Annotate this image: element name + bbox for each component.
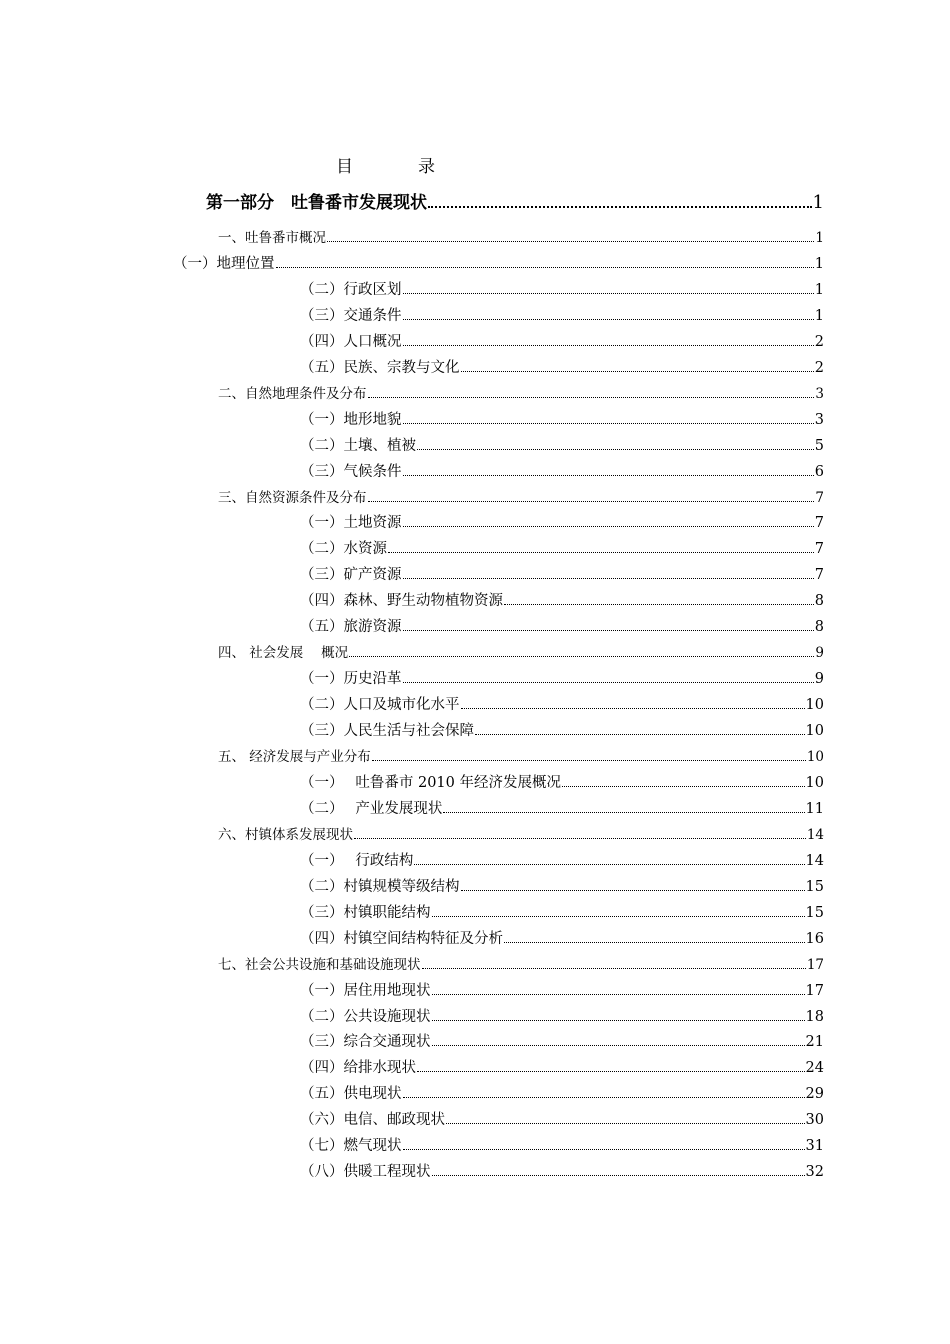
toc-page-number: 10 bbox=[805, 723, 824, 739]
toc-part-text: 第一部分 吐鲁番市发展现状 bbox=[206, 193, 427, 213]
toc-leader bbox=[417, 449, 814, 450]
toc-page-number: 7 bbox=[814, 567, 824, 583]
toc-entry-text: 四、 社会发展 概况 bbox=[218, 645, 349, 661]
toc-entry-text: （三）交通条件 bbox=[300, 308, 402, 324]
toc-entry-text: （四）人口概况 bbox=[300, 334, 402, 350]
toc-entry-text: 一、吐鲁番市概况 bbox=[218, 230, 326, 246]
toc-entry-text: （五）民族、宗教与文化 bbox=[300, 360, 460, 376]
toc-leader bbox=[422, 968, 806, 969]
toc-entry-text: （四）森林、野生动物植物资源 bbox=[300, 593, 503, 609]
toc-page-number: 32 bbox=[805, 1164, 824, 1180]
toc-entry-text: 二、自然地理条件及分布 bbox=[218, 386, 367, 402]
toc-entry[interactable] bbox=[300, 771, 824, 792]
toc-leader bbox=[414, 864, 804, 865]
toc-leader bbox=[403, 293, 814, 294]
toc-page-number: 7 bbox=[815, 490, 824, 506]
toc-leader bbox=[349, 656, 814, 657]
toc-entry[interactable] bbox=[218, 486, 824, 506]
toc-entry-text: （八）供暖工程现状 bbox=[300, 1164, 431, 1180]
toc-page-number: 10 bbox=[805, 697, 824, 713]
toc-title: 目 录 bbox=[336, 157, 459, 177]
toc-leader bbox=[403, 578, 814, 579]
toc-leader bbox=[388, 552, 814, 553]
toc-entry-text: （三）人民生活与社会保障 bbox=[300, 723, 474, 739]
toc-entry-text: （一）地形地貌 bbox=[300, 412, 402, 428]
toc-entry-text: 五、 经济发展与产业分布 bbox=[218, 749, 371, 765]
toc-entry[interactable] bbox=[300, 511, 824, 532]
toc-entry-text: （一）地理位置 bbox=[173, 256, 275, 272]
toc-page-number: 3 bbox=[815, 386, 824, 402]
toc-entry-text: （二）土壤、植被 bbox=[300, 438, 416, 454]
toc-leader bbox=[461, 371, 814, 372]
toc-entry[interactable] bbox=[300, 563, 824, 584]
toc-entry-text: （五）旅游资源 bbox=[300, 619, 402, 635]
toc-entry[interactable] bbox=[300, 1134, 824, 1155]
toc-leader bbox=[461, 890, 805, 891]
toc-entry[interactable] bbox=[300, 278, 824, 299]
toc-entry[interactable] bbox=[300, 693, 824, 714]
toc-page-number: 14 bbox=[806, 827, 824, 843]
toc-entry[interactable] bbox=[300, 1160, 824, 1181]
toc-entry[interactable] bbox=[300, 1005, 824, 1026]
toc-page-number: 18 bbox=[805, 1009, 824, 1025]
toc-leader bbox=[368, 501, 815, 502]
toc-page-number: 14 bbox=[805, 853, 824, 869]
toc-leader bbox=[354, 838, 806, 839]
toc-entry-text: （二）行政区划 bbox=[300, 282, 402, 298]
toc-entry[interactable] bbox=[300, 1030, 824, 1051]
toc-entry-text: （一） 行政结构 bbox=[300, 853, 414, 869]
toc-page-number: 24 bbox=[805, 1060, 824, 1076]
toc-entry-text: （二）村镇规模等级结构 bbox=[300, 879, 460, 895]
toc-page-number: 2 bbox=[814, 334, 824, 350]
toc-leader bbox=[504, 604, 814, 605]
toc-entry-text: （四）村镇空间结构特征及分析 bbox=[300, 931, 503, 947]
toc-entry-text: （二）水资源 bbox=[300, 541, 387, 557]
toc-entry[interactable] bbox=[300, 589, 824, 610]
toc-entry[interactable] bbox=[218, 382, 824, 402]
toc-entry-text: 六、村镇体系发展现状 bbox=[218, 827, 353, 843]
toc-entry[interactable] bbox=[300, 615, 824, 636]
toc-page-number: 1 bbox=[815, 230, 824, 246]
toc-page-number: 17 bbox=[806, 957, 824, 973]
toc-page-number: 8 bbox=[814, 593, 824, 609]
toc-entry[interactable] bbox=[300, 927, 824, 948]
toc-leader bbox=[403, 345, 814, 346]
toc-entry-text: （五）供电现状 bbox=[300, 1086, 402, 1102]
toc-entry[interactable] bbox=[218, 226, 824, 246]
toc-leader bbox=[432, 916, 805, 917]
toc-leader bbox=[432, 994, 805, 995]
toc-entry-text: （三）矿产资源 bbox=[300, 567, 402, 583]
toc-entry-text: （三）村镇职能结构 bbox=[300, 905, 431, 921]
toc-entry-text: （三）气候条件 bbox=[300, 464, 402, 480]
toc-entry-text: （二） 产业发展现状 bbox=[300, 801, 443, 817]
toc-entry[interactable] bbox=[300, 1108, 824, 1129]
toc-entry[interactable] bbox=[300, 875, 824, 896]
toc-entry[interactable] bbox=[300, 901, 824, 922]
toc-leader bbox=[403, 526, 814, 527]
toc-leader bbox=[276, 267, 814, 268]
toc-page-number: 16 bbox=[805, 931, 824, 947]
toc-page-number: 3 bbox=[814, 412, 824, 428]
toc-leader bbox=[428, 206, 812, 208]
toc-entry[interactable] bbox=[300, 460, 824, 481]
toc-page-number: 9 bbox=[814, 671, 824, 687]
toc-leader bbox=[327, 241, 814, 242]
toc-page-number: 10 bbox=[806, 749, 824, 765]
toc-entry[interactable] bbox=[300, 1082, 824, 1103]
toc-leader bbox=[403, 423, 814, 424]
toc-entry[interactable] bbox=[300, 356, 824, 377]
toc-entry-text: （二）人口及城市化水平 bbox=[300, 697, 460, 713]
toc-entry-text: （三）综合交通现状 bbox=[300, 1034, 431, 1050]
toc-page-number: 8 bbox=[814, 619, 824, 635]
toc-page-number: 29 bbox=[805, 1086, 824, 1102]
toc-entry-text: （七）燃气现状 bbox=[300, 1138, 402, 1154]
toc-leader bbox=[368, 397, 815, 398]
toc-page-number: 10 bbox=[805, 775, 824, 791]
toc-entry[interactable] bbox=[218, 641, 824, 661]
toc-entry[interactable] bbox=[218, 745, 824, 765]
toc-entry-text: （二）公共设施现状 bbox=[300, 1009, 431, 1025]
toc-entry-text: （一）土地资源 bbox=[300, 515, 402, 531]
toc-page-number: 15 bbox=[805, 905, 824, 921]
toc-page-number: 6 bbox=[814, 464, 824, 480]
toc-page-number: 31 bbox=[805, 1138, 824, 1154]
toc-leader bbox=[403, 475, 814, 476]
toc-page-number: 17 bbox=[805, 983, 824, 999]
toc-entry-text: （一）历史沿革 bbox=[300, 671, 402, 687]
toc-leader bbox=[443, 812, 804, 813]
toc-page-number: 11 bbox=[805, 801, 824, 817]
toc-page-number: 5 bbox=[814, 438, 824, 454]
toc-entry-text: 七、社会公共设施和基础设施现状 bbox=[218, 957, 421, 973]
toc-entry[interactable] bbox=[300, 330, 824, 351]
toc-leader bbox=[446, 1123, 805, 1124]
toc-page-number: 1 bbox=[814, 282, 824, 298]
toc-leader bbox=[461, 708, 805, 709]
toc-leader bbox=[403, 1097, 805, 1098]
toc-entry[interactable] bbox=[300, 667, 824, 688]
toc-entry[interactable] bbox=[300, 719, 824, 740]
toc-leader bbox=[417, 1071, 805, 1072]
toc-entry[interactable] bbox=[300, 1056, 824, 1077]
toc-leader bbox=[403, 630, 814, 631]
toc-leader bbox=[403, 319, 814, 320]
toc-part-heading[interactable] bbox=[206, 188, 824, 213]
toc-leader bbox=[475, 734, 805, 735]
toc-leader bbox=[432, 1045, 805, 1046]
toc-page-number: 21 bbox=[805, 1034, 824, 1050]
toc-entry-text: （六）电信、邮政现状 bbox=[300, 1112, 445, 1128]
toc-page-number: 1 bbox=[814, 308, 824, 324]
toc-leader bbox=[372, 760, 806, 761]
toc-leader bbox=[562, 786, 805, 787]
toc-entry-text: （一） 吐鲁番市 2010 年经济发展概况 bbox=[300, 775, 561, 791]
toc-entry[interactable] bbox=[300, 304, 824, 325]
toc-entry[interactable] bbox=[218, 953, 824, 973]
toc-page-number: 7 bbox=[814, 541, 824, 557]
toc-page-number: 15 bbox=[805, 879, 824, 895]
toc-leader bbox=[432, 1020, 805, 1021]
toc-entry-text: （四）给排水现状 bbox=[300, 1060, 416, 1076]
toc-entry[interactable] bbox=[300, 797, 824, 818]
toc-page-number: 9 bbox=[815, 645, 824, 661]
toc-leader bbox=[403, 1149, 805, 1150]
toc-leader bbox=[432, 1175, 805, 1176]
toc-entry[interactable] bbox=[300, 979, 824, 1000]
toc-entry[interactable] bbox=[218, 823, 824, 843]
toc-entry-text: （一）居住用地现状 bbox=[300, 983, 431, 999]
toc-entry[interactable] bbox=[300, 849, 824, 870]
toc-page-number: 1 bbox=[812, 192, 824, 213]
toc-entry[interactable] bbox=[300, 537, 824, 558]
toc-entry-text: 三、自然资源条件及分布 bbox=[218, 490, 367, 506]
toc-leader bbox=[403, 682, 814, 683]
toc-entry[interactable] bbox=[300, 408, 824, 429]
toc-page-number: 2 bbox=[814, 360, 824, 376]
toc-page-number: 1 bbox=[814, 256, 824, 272]
toc-leader bbox=[504, 942, 805, 943]
toc-page-number: 7 bbox=[814, 515, 824, 531]
toc-page-number: 30 bbox=[805, 1112, 824, 1128]
toc-entry[interactable] bbox=[173, 252, 824, 273]
toc-entry[interactable] bbox=[300, 434, 824, 455]
